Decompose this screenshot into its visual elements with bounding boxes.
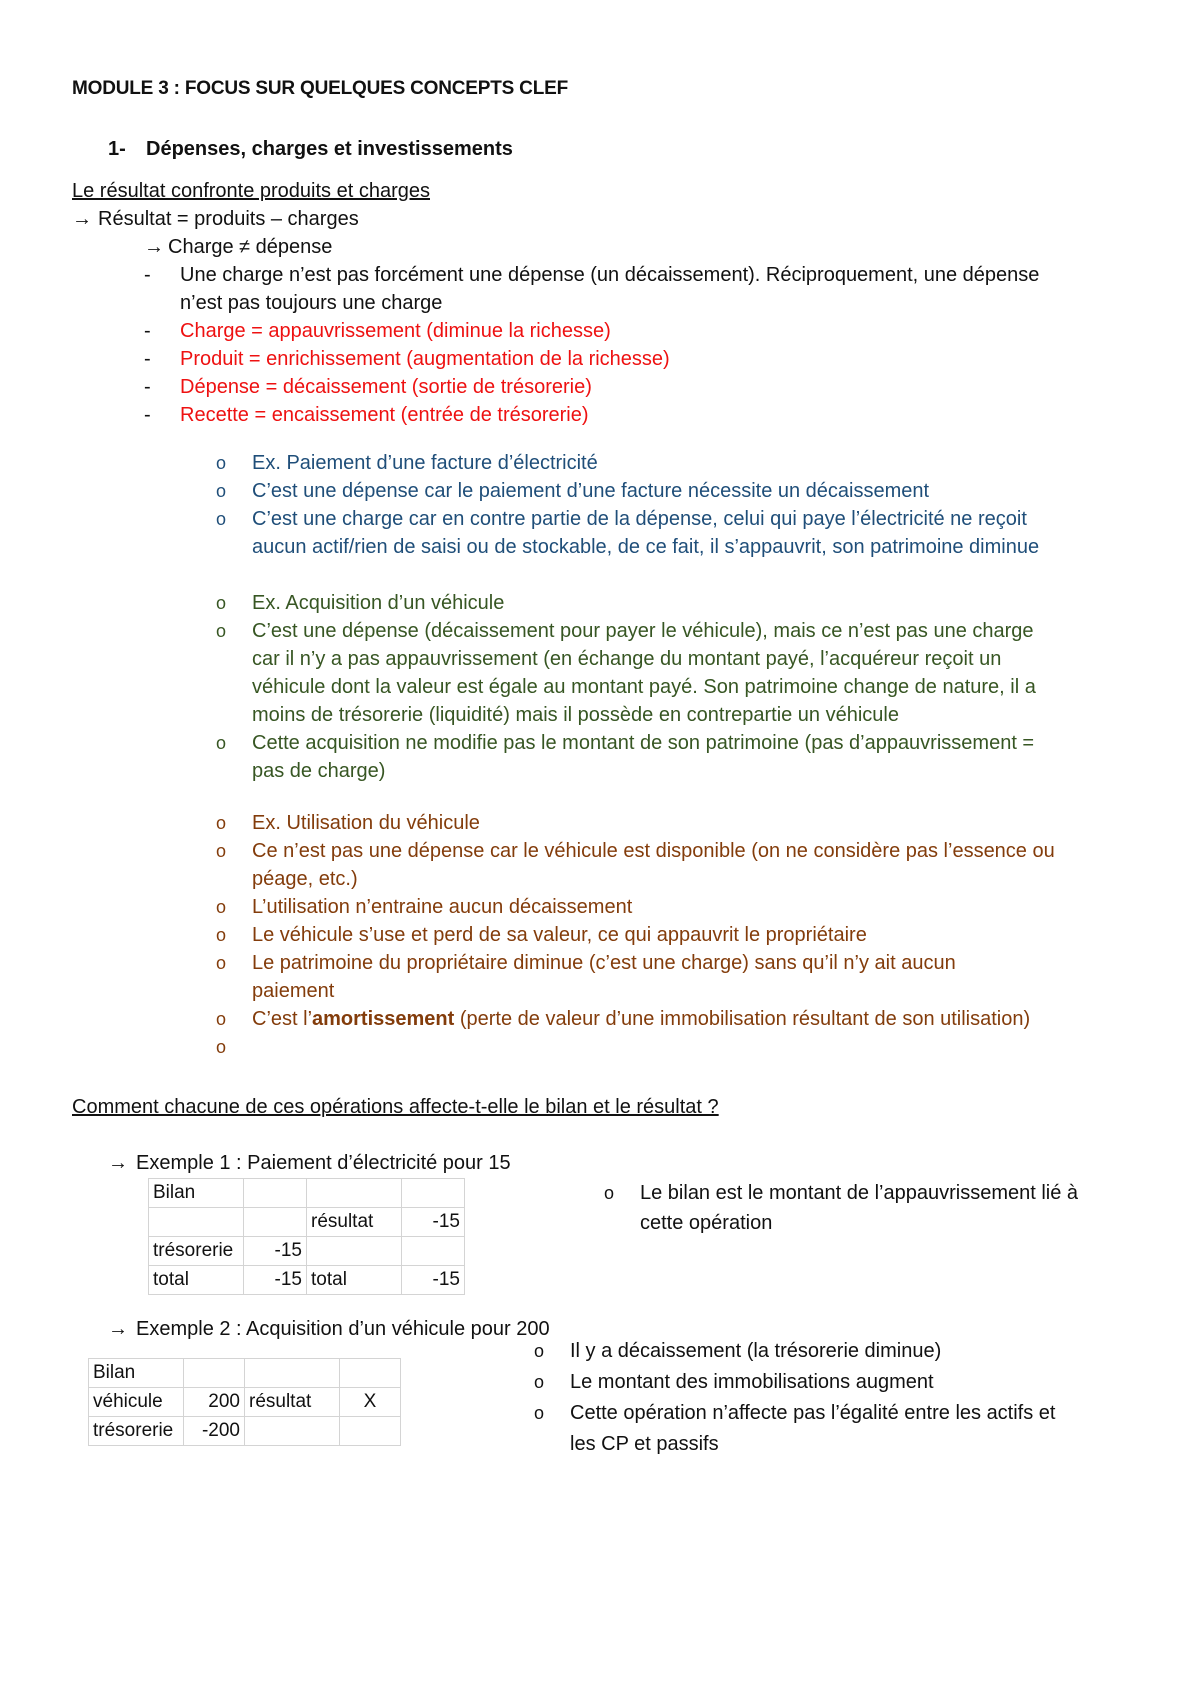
list-item-cont: péage, etc.) <box>252 868 358 890</box>
charge-neq-depense: Charge ≠ dépense <box>168 236 333 258</box>
bullet-icon: o <box>216 733 227 753</box>
exemple1-bilan-table <box>148 1178 465 1295</box>
bullet-icon: o <box>216 813 227 833</box>
list-item: Ex. Paiement d’une facture d’électricité <box>252 452 598 474</box>
total-left-value: -15 <box>244 1266 307 1295</box>
list-item: Ex. Utilisation du véhicule <box>252 812 480 834</box>
table-cell <box>340 1417 401 1446</box>
table-row <box>89 1359 401 1388</box>
arrow-icon: → <box>72 208 92 230</box>
bullet-icon: o <box>216 953 227 973</box>
table-cell <box>244 1208 307 1237</box>
example-electricity <box>0 448 1200 560</box>
tresorerie-value: -200 <box>184 1417 245 1446</box>
table-cell <box>340 1359 401 1388</box>
table-cell <box>402 1237 465 1266</box>
list-item-cont: aucun actif/rien de saisi ou de stockable, de ce fait, il s’appauvrit, son patrimoine diminue <box>252 536 1040 558</box>
amortissement-term: amortissement <box>312 1008 455 1030</box>
resultat-label: résultat <box>307 1208 402 1237</box>
exemple1-title: Exemple 1 : Paiement d’électricité pour 15 <box>136 1152 511 1174</box>
bullet-icon: o <box>216 509 227 529</box>
bullet-icon: o <box>216 925 227 945</box>
table-cell <box>245 1417 340 1446</box>
bullet-icon: o <box>604 1183 615 1203</box>
section-title: Dépenses, charges et investissements <box>146 138 513 160</box>
bullet-icon: o <box>534 1372 545 1392</box>
table-cell <box>184 1359 245 1388</box>
resultat-label: résultat <box>245 1388 340 1417</box>
definition-charge: Charge = appauvrissement (diminue la richesse) <box>180 320 611 342</box>
table-cell <box>244 1179 307 1208</box>
table-row <box>149 1266 465 1295</box>
section-number: 1- <box>108 138 126 160</box>
table-row <box>149 1179 465 1208</box>
bullet-icon: o <box>216 593 227 613</box>
list-item: Cette acquisition ne modifie pas le montant de son patrimoine (pas d’appauvrissement = <box>252 732 1035 754</box>
bullet-icon: o <box>216 841 227 861</box>
list-item-cont: paiement <box>252 980 335 1002</box>
table-row <box>89 1417 401 1446</box>
list-item-cont: moins de trésorerie (liquidité) mais il possède en contrepartie un véhicule <box>252 704 899 726</box>
dash-marker: - <box>144 264 151 286</box>
list-item: Le patrimoine du propriétaire diminue (c’est une charge) sans qu’il n’y ait aucun <box>252 952 956 974</box>
dash-marker: - <box>144 348 151 370</box>
list-item: C’est une dépense car le paiement d’une facture nécessite un décaissement <box>252 480 930 502</box>
vehicule-value: 200 <box>184 1388 245 1417</box>
tresorerie-label: trésorerie <box>149 1237 244 1266</box>
example-vehicle-use <box>0 808 1200 1060</box>
definition-recette: Recette = encaissement (entrée de trésorerie) <box>180 404 589 426</box>
arrow-icon: → <box>144 236 164 258</box>
list-item-cont: les CP et passifs <box>570 1433 719 1455</box>
table-cell <box>245 1359 340 1388</box>
arrow-icon: → <box>108 1152 128 1174</box>
list-item-cont: véhicule dont la valeur est égale au montant payé. Son patrimoine change de nature, il a <box>252 676 1036 698</box>
resultat-value: X <box>340 1388 401 1417</box>
exemple2-title: Exemple 2 : Acquisition d’un véhicule pour 200 <box>136 1318 550 1340</box>
tresorerie-label: trésorerie <box>89 1417 184 1446</box>
list-item-cont: cette opération <box>640 1212 773 1234</box>
list-item: Ex. Acquisition d’un véhicule <box>252 592 505 614</box>
question-heading: Comment chacune de ces opérations affecte-t-elle le bilan et le résultat ? <box>72 1096 719 1118</box>
bullet-icon: o <box>216 1009 227 1029</box>
definition-intro-cont: n’est pas toujours une charge <box>180 292 443 314</box>
table-header: Bilan <box>149 1179 244 1208</box>
bullet-icon: o <box>216 481 227 501</box>
definition-intro: Une charge n’est pas forcément une dépense (un décaissement). Réciproquement, une dépense <box>180 264 1040 286</box>
vehicule-label: véhicule <box>89 1388 184 1417</box>
bullet-icon: o <box>534 1403 545 1423</box>
bullet-icon: o <box>216 1037 227 1057</box>
total-right-value: -15 <box>402 1266 465 1295</box>
resultat-block <box>0 176 1200 428</box>
resultat-value: -15 <box>402 1208 465 1237</box>
list-item: Il y a décaissement (la trésorerie diminue) <box>570 1340 942 1362</box>
table-cell <box>402 1179 465 1208</box>
page-title: MODULE 3 : FOCUS SUR QUELQUES CONCEPTS CLEF <box>72 78 568 99</box>
amortissement-suffix: (perte de valeur d’une immobilisation résultant de son utilisation) <box>454 1008 1031 1030</box>
tresorerie-value: -15 <box>244 1237 307 1266</box>
resultat-heading: Le résultat confronte produits et charges <box>72 180 430 202</box>
list-item: C’est une charge car en contre partie de la dépense, celui qui paye l’électricité ne reçoit <box>252 508 1027 530</box>
list-item: Cette opération n’affecte pas l’égalité entre les actifs et <box>570 1402 1056 1424</box>
exemple2-heading <box>108 1314 550 1344</box>
bullet-icon: o <box>216 621 227 641</box>
exemple2-bilan-table <box>88 1358 401 1446</box>
total-label: total <box>149 1266 244 1295</box>
list-item-cont: pas de charge) <box>252 760 386 782</box>
table-cell <box>149 1208 244 1237</box>
list-item-cont: car il n’y a pas appauvrissement (en échange du montant payé, l’acquéreur reçoit un <box>252 648 1002 670</box>
list-item: Le montant des immobilisations augment <box>570 1371 934 1393</box>
table-row <box>149 1208 465 1237</box>
list-item: Le bilan est le montant de l’appauvrissement lié à <box>640 1182 1079 1204</box>
bullet-icon: o <box>216 453 227 473</box>
total-right-label: total <box>307 1266 402 1295</box>
dash-marker: - <box>144 404 151 426</box>
arrow-icon: → <box>108 1318 128 1340</box>
list-item: Ce n’est pas une dépense car le véhicule est disponible (on ne considère pas l’essence ou <box>252 840 1055 862</box>
resultat-formula: Résultat = produits – charges <box>98 208 359 230</box>
table-header: Bilan <box>89 1359 184 1388</box>
list-item: L’utilisation n’entraine aucun décaissement <box>252 896 633 918</box>
definition-depense: Dépense = décaissement (sortie de trésorerie) <box>180 376 592 398</box>
bullet-icon: o <box>534 1341 545 1361</box>
bullet-icon: o <box>216 897 227 917</box>
table-row <box>149 1237 465 1266</box>
list-item: Le véhicule s’use et perd de sa valeur, ce qui appauvrit le propriétaire <box>252 924 867 946</box>
exemple1-heading <box>108 1148 511 1178</box>
definition-produit: Produit = enrichissement (augmentation de la richesse) <box>180 348 670 370</box>
table-cell <box>307 1179 402 1208</box>
table-row <box>89 1388 401 1417</box>
section-heading <box>108 134 513 164</box>
dash-marker: - <box>144 320 151 342</box>
dash-marker: - <box>144 376 151 398</box>
amortissement-item <box>252 1004 1030 1034</box>
table-cell <box>307 1237 402 1266</box>
list-item: C’est une dépense (décaissement pour payer le véhicule), mais ce n’est pas une charge <box>252 620 1034 642</box>
example-vehicle-acquisition <box>0 588 1200 784</box>
amortissement-prefix: C’est l’ <box>252 1008 313 1030</box>
